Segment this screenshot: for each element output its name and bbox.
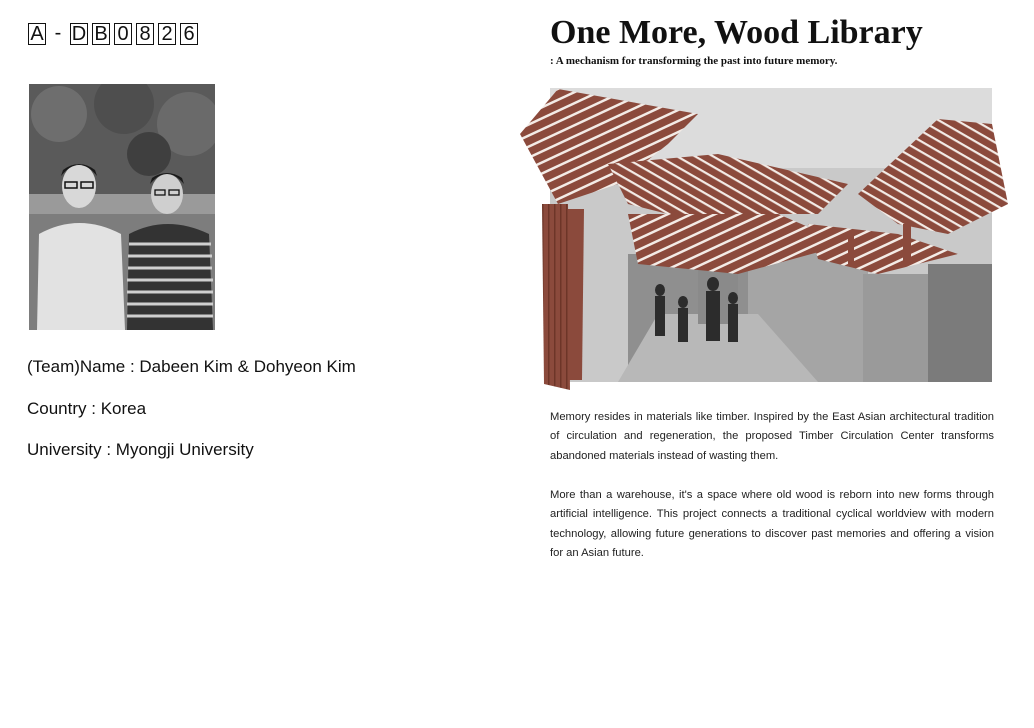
- team-country: Country : Korea: [27, 399, 147, 418]
- project-collage-image: [518, 84, 1012, 396]
- team-name: (Team)Name : Dabeen Kim & Dohyeon Kim: [27, 357, 356, 376]
- entry-code-char: 0: [114, 23, 132, 45]
- collage-illustration: [518, 84, 1012, 396]
- entry-code-char: D: [71, 22, 87, 45]
- team-photo: [29, 84, 215, 330]
- entry-code-prefix: A: [28, 23, 46, 45]
- entry-code: [28, 22, 198, 45]
- entry-code-char: B: [92, 23, 110, 45]
- entry-code-char: 6: [180, 23, 198, 45]
- entry-code-char: 8: [136, 23, 154, 45]
- team-university: University : Myongji University: [27, 440, 254, 459]
- project-title: One More, Wood Library: [550, 14, 923, 51]
- project-description-2: More than a warehouse, it's a space where old wood is reborn into new forms through artificial intelligence. This project connects a traditional cyclical worldview with modern technology, allowing future generations to discover past memories and offering a vision for an Asian future.: [550, 489, 994, 560]
- project-subtitle: : A mechanism for transforming the past into future memory.: [550, 55, 838, 67]
- project-description-1: Memory resides in materials like timber. Inspired by the East Asian architectural tradition of circulation and regeneration, the proposed Timber Circulation Center transforms abandoned materials instead of wasting them.: [550, 411, 994, 462]
- entry-code-char: 2: [158, 23, 176, 45]
- team-photo-image: [29, 84, 215, 330]
- entry-code-separator: -: [54, 22, 62, 44]
